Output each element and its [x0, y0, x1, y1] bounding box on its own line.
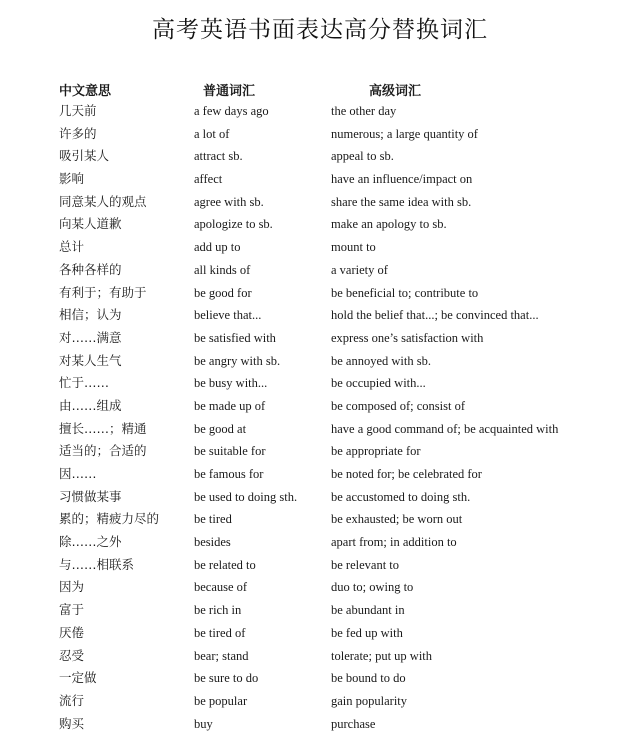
chinese-meaning: 各种各样的 [59, 261, 122, 277]
table-row [0, 146, 640, 169]
common-word: be satisfied with [194, 330, 276, 345]
advanced-word: the other day [331, 104, 397, 118]
chinese-meaning: 一定做 [59, 670, 97, 686]
common-word: be related to [194, 557, 256, 572]
advanced-word: be appropriate for [331, 444, 421, 459]
advanced-word: be composed of; consist of [331, 398, 466, 413]
common-word: affect [194, 172, 223, 187]
advanced-word: express one’s satisfaction with [331, 330, 484, 345]
common-word: be made up of [194, 398, 266, 413]
chinese-meaning: 向某人道歉 [59, 216, 122, 232]
chinese-meaning: 由……组成 [59, 397, 122, 413]
table-row [0, 464, 640, 487]
chinese-meaning: 忍受 [59, 647, 85, 663]
common-word: be busy with... [194, 376, 268, 391]
table-row [0, 124, 640, 147]
chinese-meaning: 吸引某人 [59, 148, 110, 164]
chinese-meaning: 因为 [59, 579, 85, 595]
advanced-word: have an influence/impact on [331, 172, 473, 187]
advanced-word: have a good command of; be acquainted with [331, 421, 559, 436]
table-row [0, 192, 640, 215]
chinese-meaning: 相信；认为 [59, 307, 122, 323]
common-word: a few days ago [194, 104, 269, 118]
common-word: be famous for [194, 467, 264, 481]
chinese-meaning: 对某人生气 [59, 352, 122, 368]
advanced-word: tolerate; put up with [331, 648, 433, 663]
table-row [0, 373, 640, 396]
advanced-word: be relevant to [331, 557, 400, 572]
chinese-meaning: 习惯做某事 [59, 488, 122, 504]
chinese-meaning: 与……相联系 [59, 556, 135, 572]
table-row [0, 396, 640, 419]
common-word: add up to [194, 240, 241, 255]
advanced-word: appeal to sb. [331, 149, 394, 164]
common-word: be popular [194, 693, 248, 708]
advanced-word: share the same idea with sb. [331, 194, 472, 209]
common-word: be good at [194, 421, 247, 436]
table-row [0, 169, 640, 192]
advanced-word: be exhausted; be worn out [331, 512, 463, 527]
advanced-word: numerous; a large quantity of [331, 126, 478, 141]
table-row [0, 214, 640, 237]
table-row [0, 577, 640, 600]
table-row [0, 237, 640, 260]
advanced-word: be annoyed with sb. [331, 353, 431, 368]
table-row [0, 555, 640, 578]
chinese-meaning: 忙于…… [59, 375, 110, 391]
advanced-word: be abundant in [331, 603, 405, 618]
common-word: be angry with sb. [194, 353, 281, 368]
table-header [0, 80, 640, 98]
common-word: buy [194, 716, 213, 731]
common-word: apologize to sb. [194, 217, 273, 232]
chinese-meaning: 因…… [59, 466, 97, 481]
table-row [0, 328, 640, 351]
advanced-word: be beneficial to; contribute to [331, 285, 479, 300]
chinese-meaning: 流行 [59, 692, 85, 708]
table-row [0, 487, 640, 510]
table-row [0, 305, 640, 328]
table-row [0, 714, 640, 737]
vocab-table [0, 101, 640, 736]
common-word: be suitable for [194, 444, 266, 459]
header-common: 普通词汇 [203, 84, 256, 99]
common-word: all kinds of [194, 262, 251, 277]
table-row [0, 646, 640, 669]
advanced-word: mount to [331, 240, 376, 255]
chinese-meaning: 擅长……；精通 [59, 420, 147, 436]
header-chinese: 中文意思 [59, 84, 112, 99]
advanced-word: purchase [331, 716, 376, 731]
common-word: be rich in [194, 603, 242, 618]
table-row [0, 509, 640, 532]
advanced-word: be fed up with [331, 625, 403, 640]
common-word: be tired [194, 512, 232, 527]
chinese-meaning: 同意某人的观点 [59, 193, 147, 209]
chinese-meaning: 总计 [59, 239, 85, 255]
common-word: be good for [194, 285, 252, 300]
table-row [0, 668, 640, 691]
advanced-word: apart from; in addition to [331, 535, 457, 550]
table-row [0, 623, 640, 646]
common-word: bear; stand [194, 648, 249, 663]
table-row [0, 691, 640, 714]
chinese-meaning: 富于 [59, 602, 85, 618]
advanced-word: be accustomed to doing sth. [331, 489, 471, 504]
common-word: besides [194, 535, 231, 550]
table-row [0, 419, 640, 442]
chinese-meaning: 有利于；有助于 [59, 284, 147, 300]
advanced-word: gain popularity [331, 693, 408, 708]
chinese-meaning: 适当的；合适的 [59, 443, 147, 459]
advanced-word: make an apology to sb. [331, 217, 447, 232]
common-word: be sure to do [194, 671, 259, 686]
advanced-word: hold the belief that...; be convinced that... [331, 308, 539, 323]
common-word: attract sb. [194, 149, 243, 164]
page-title: 高考英语书面表达高分替换词汇 [152, 17, 488, 43]
common-word: because of [194, 580, 248, 595]
common-word: be tired of [194, 625, 246, 640]
advanced-word: be bound to do [331, 671, 406, 686]
chinese-meaning: 厌倦 [59, 624, 85, 640]
table-row [0, 351, 640, 374]
advanced-word: be noted for; be celebrated for [331, 467, 482, 481]
table-row [0, 441, 640, 464]
table-row [0, 600, 640, 623]
common-word: agree with sb. [194, 194, 264, 209]
common-word: believe that... [194, 308, 262, 323]
chinese-meaning: 累的；精疲力尽的 [59, 511, 160, 527]
advanced-word: be occupied with... [331, 376, 426, 391]
chinese-meaning: 除……之外 [59, 534, 122, 550]
advanced-word: a variety of [331, 262, 388, 277]
common-word: be used to doing sth. [194, 489, 298, 504]
chinese-meaning: 购买 [59, 715, 85, 731]
table-row [0, 101, 640, 124]
table-row [0, 532, 640, 555]
table-row [0, 260, 640, 283]
chinese-meaning: 几天前 [59, 103, 97, 118]
table-row [0, 283, 640, 306]
advanced-word: duo to; owing to [331, 580, 414, 595]
common-word: a lot of [194, 126, 230, 141]
chinese-meaning: 许多的 [59, 125, 97, 141]
header-advanced: 高级词汇 [369, 84, 422, 99]
chinese-meaning: 影响 [59, 171, 85, 187]
chinese-meaning: 对……满意 [59, 329, 122, 345]
